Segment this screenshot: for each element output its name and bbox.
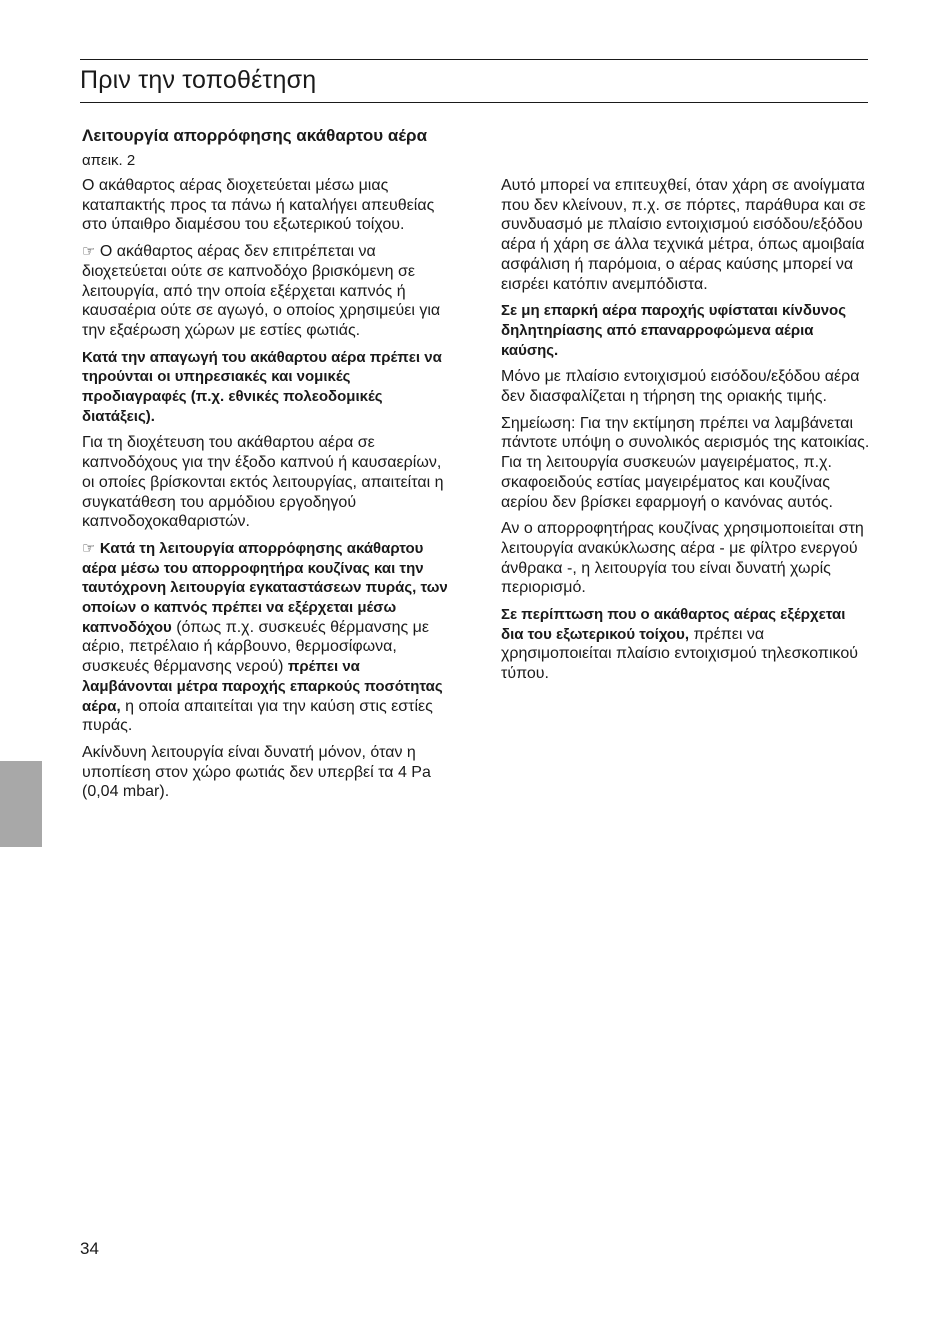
section-heading-text: Λειτουργία απορρόφησης ακάθαρτου αέρα <box>82 126 428 145</box>
paragraph-exhaust-routing: Ο ακάθαρτος αέρας διοχετεύεται μέσω μιας καταπακτής προς τα πάνω ή καταλήγει απευθείας στο ύπαιθρο διαμέσου του εξωτερικού τοίχου. <box>82 177 435 234</box>
note-paragraph-chimney <box>82 242 452 341</box>
paragraph-air-supply-openings: Αυτό μπορεί να επιτευχθεί, όταν χάρη σε ανοίγματα που δεν κλείνουν, π.χ. σε πόρτες, παράθυρα και σε συνδυασμό με πλαίσιο εντοιχισμού εισόδου/εξόδου αέρα ή χάρη σε άλλα τεχνικά μέτρα, όπως αμοιβαία ασφάλιση ή παρόμοια, ο αέρας καύσης μπορεί να εισρέει κατόπιν ανεμπόδιστα. <box>501 177 866 293</box>
figure-reference: απεικ. 2 <box>82 152 136 169</box>
section-side-tab <box>0 761 42 847</box>
note-text: Ο ακάθαρτος αέρας δεν επιτρέπεται να διοχετεύεται ούτε σε καπνοδόχο βρισκόμενη σε λειτουργία, από την οποία εξέρχεται καπνός ή καυσαέρια ούτε σε αγωγό, ο οποίος χρησιμεύει για την εξαέρωση χώρων με εστίες φωτιάς. <box>82 243 441 339</box>
paragraph-limit-value: Μόνο με πλαίσιο εντοιχισμού εισόδου/εξόδου αέρα δεν διασφαλίζεται η τήρηση της οριακής τιμής. <box>501 368 860 406</box>
pointing-hand-icon: ☞ <box>82 538 96 557</box>
note-paragraph-simultaneous-operation <box>82 539 452 736</box>
right-column <box>501 176 871 691</box>
telescopic-bold: Σε περίπτωση που ο ακάθαρτος αέρας εξέρχεται δια του εξωτερικού τοίχου, <box>501 606 846 643</box>
paragraph-recirculation: Αν ο απορροφητήρας κουζίνας χρησιμοποιείται στη λειτουργία ανακύκλωσης αέρα - με φίλτρο ενεργού άνθρακα -, η λειτουργία του είναι δυνατή χωρίς περιορισμό. <box>501 520 864 597</box>
header-top-rule <box>80 59 868 60</box>
page-number: 34 <box>80 1239 99 1258</box>
telescopic-text: πρέπει να χρησιμοποιείται πλαίσιο εντοιχισμού τηλεσκοπικού τύπου. <box>501 625 858 683</box>
pointing-hand-icon: ☞ <box>82 242 96 261</box>
paragraph-note-ventilation: Σημείωση: Για την εκτίμηση πρέπει να λαμβάνεται πάντοτε υπόψη ο συνολικός αερισμός της κατοικίας. Για τη λειτουργία συσκευών μαγειρέματος, π.χ. σκαφοειδούς εστίας μαγειρέματος και κουζίνας αερίου δεν βρίσκει εφαρμογή ο κανόνας αυτός. <box>501 414 870 511</box>
section-heading <box>82 124 452 172</box>
left-column <box>82 124 452 809</box>
paragraph-telescopic-frame <box>501 605 871 684</box>
warning-text-b: (όπως π.χ. συσκευές θέρμανσης με αέριο, πετρέλαιο ή κάρβουνο, θερμοσίφωνα, συσκευές θέρμανσης νερού) <box>82 618 430 676</box>
paragraph-regulations: Κατά την απαγωγή του ακάθαρτου αέρα πρέπει να τηρούνται οι υπηρεσιακές και νομικές προδιαγραφές (π.χ. εθνικές πολεοδομικές διατάξεις). <box>82 348 442 425</box>
paragraph-chimney-consent: Για τη διοχέτευση του ακάθαρτου αέρα σε καπνοδόχους για την έξοδο καπνού ή καυσαερίων, οι οποίες βρίσκονται εκτός λειτουργίας, απαιτείται η συγκατάθεση του αρμόδιου εργοδηγού καπνοδοχοκαθαριστών. <box>82 434 444 531</box>
header-bottom-rule <box>80 102 868 103</box>
warning-bold-a: Κατά τη λειτουργία απορρόφησης ακάθαρτου αέρα μέσω του απορροφητήρα κουζίνας και την ταυτόχρονη λειτουργία εγκαταστάσεων πυράς, των οποίων ο καπνός πρέπει να εξέρχεται μέσω καπνοδόχου <box>82 539 448 636</box>
warning-text-d: η οποία απαιτείται για την καύση στις εστίες πυράς. <box>82 697 433 735</box>
paragraph-underpressure: Ακίνδυνη λειτουργία είναι δυνατή μόνον, όταν η υποπίεση στον χώρο φωτιάς δεν υπερβεί τα 4 Pa (0,04 mbar). <box>82 743 431 801</box>
warning-bold-c: πρέπει να λαμβάνονται μέτρα παροχής επαρκούς ποσότητας αέρα, <box>82 658 443 715</box>
paragraph-poisoning-warning: Σε μη επαρκή αέρα παροχής υφίσταται κίνδυνος δηλητηρίασης από επαναρροφώμενα αέρια καύσης. <box>501 302 847 359</box>
page-title: Πριν την τοποθέτηση <box>80 66 317 94</box>
